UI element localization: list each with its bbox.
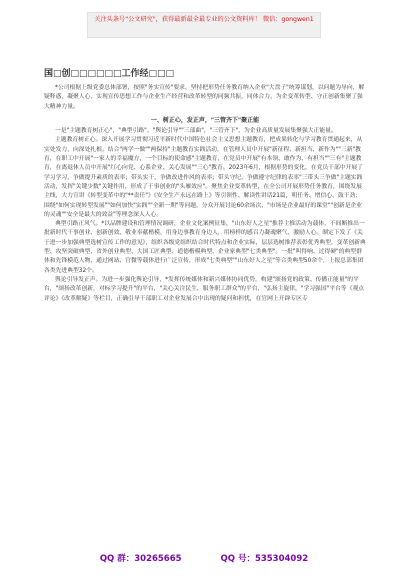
intro-paragraph: *公司根据上级党委总体部署，按照"务实宣传"要求，坚持把形势任务教育纳入企业"大盘子"统筹谋划，以问题为导向，解疑释惑，凝聚人心，实现宣传思想工作与企业生产经营和改革转型的同频共振，同体合力，为企变革转型、守正创新集聚了强大精神力量。 xyxy=(44,85,365,110)
promo-banner-text: 关注头条号"公文研究"，获得最新最全最专业的公文资料库！ 微信：gongwen1 xyxy=(87,12,320,38)
paragraph-3: 舆论引导发正声。为进一步强化舆论引导，*发挥传统媒体和新兴媒体协同优势，构建"颂扬党的政策、传播正能量"的平台，"颂扬改革创新，对标学习提升"的平台，"关心关注民生，服务职工群众"的平台，"弘扬主旋律，"学习强国"平台等《观点评论》《改革解疑》等栏目，正确引导干部职工对企业发展合中出现的疑问和担忧，在官网上开辟专区专 xyxy=(44,276,365,302)
qq-number: QQ 号：535304092 xyxy=(220,554,309,564)
document-body xyxy=(44,84,366,304)
paragraph-1: 主题教育树正心。深入开展学习贯彻习近平新时代中国特色社会主义思想主题教育，把成果转化与学习教育贯通起来，从实处发力，向深处扎根。结合"两学一做""两保持"主题教育实践活动，在管理人员中开展"新征程、新担当、新作为""三新"教育，在职工中开展"一家人的幸福魔方，一个目标的使命感"主题教育，在党员中开展"有本领、敢作为、有担当""三有"主题教育，在离退休人员中开展"红心向党、心系企业、关心发展""三心"教育。2023年6月，根据形势的变化，在党员干部中开展了学习学习，争做提升素质的表率；带头实干，争做改进作风的表率；带头守纪，争做遵守纪律的表率"三带头三争做"主题实践活动，发挥"关键少数"关键作用，形成了干事创业的"头雁效应"。聚焦企业变革转型，在全公司开展形势任务教育，围绕发展主线，大力宣讲《转型变革中的"**责任"》《安全生产永远在路上》等引领性、解读性讲话21篇，明任务、增信心、鼓干劲；围绕"如何实现转型发展""如何加快"实践""全新一期"等问题，分众开展讨论60余场次，"市场是企业最好的课堂""创新是企业的灵魂""安全是最大的效益"等理念深入人心。 xyxy=(44,137,363,218)
qq-group: QQ 群：30265665 xyxy=(99,554,182,564)
section-intro: 一是"主题教育树正心"，"典型引路"、"舆论引导""三部曲"，"三管齐下"，为企业高质量发展集聚强大正能量。 xyxy=(55,128,337,135)
paragraph-2: 典型引路正风气。*以品牌建设和管理情况调研，企业文化案例征集，"山东好人之星"推荐主推活动为载体，不间断推出一批新时代干事创业、创新创效、敬业奉献楷模，用身边事教育身边人，用榜样的感召力凝魂聚气、激励人心。制定下发了《关于进一步加强典型选树宣传工作的意见》，组织各级党组织结合时代特点和企业实际，层层选树推荐表彰优秀典型，变革创新典型、攻坚突破典型、省外创业典型、大国工匠典型、道德楷模典型、企业家典型"七类典型"。一批"叫得响、过得硬"的典型群体和先锋模范人物，通过网站、官微等载体进行广泛宣传，形成"七类典型""山东好人之星"等合类典型50余个，上报总部集团各类先进典型32个。 xyxy=(44,221,366,274)
footer-contacts xyxy=(0,552,408,564)
section-title: 一、树正心，发正声，"三管齐下"聚正能 xyxy=(150,116,260,124)
document-title: 国□创□□□□□□工作经□□□ xyxy=(44,69,175,79)
promo-banner xyxy=(0,12,408,38)
